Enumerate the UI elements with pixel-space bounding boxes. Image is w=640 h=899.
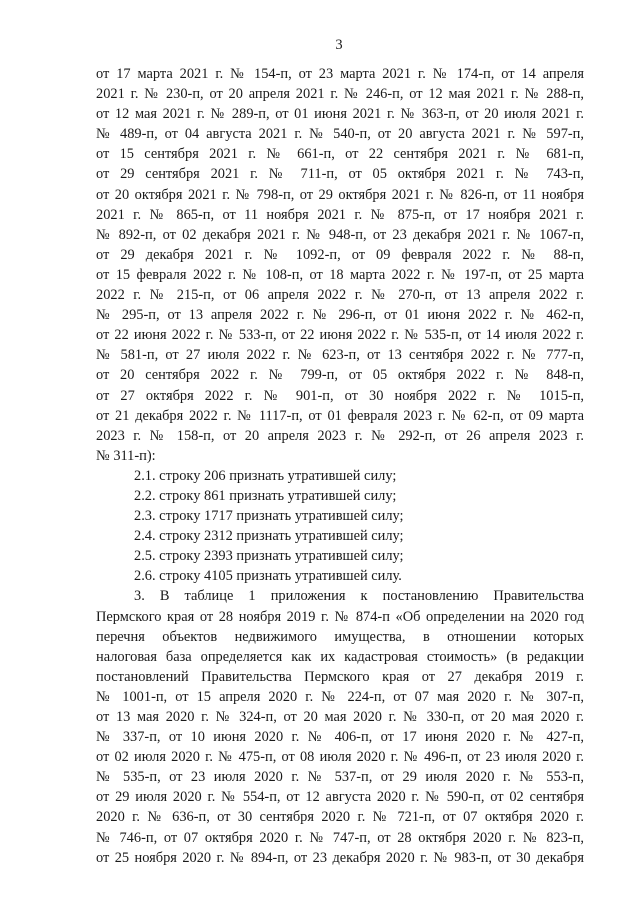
text-line: № 581-п, от 27 июля 2022 г. № 623-п, от 13 сентября 2022 г. № 777-п, [96,347,584,364]
text-line: от 17 марта 2021 г. № 154-п, от 23 марта 2021 г. № 174-п, от 14 апреля [96,66,584,82]
text-line: 2020 г. № 636-п, от 30 сентября 2020 г. № 721-п, от 07 октября 2020 г. [96,809,584,826]
text-line: от 13 мая 2020 г. № 324-п, от 20 мая 2020 г. № 330-п, от 20 мая 2020 г. [96,709,584,725]
text-line: от 27 октября 2022 г. № 901-п, от 30 ноября 2022 г. № 1015-п, [96,387,584,404]
text-line: от 29 июля 2020 г. № 554-п, от 12 августа 2020 г. № 590-п, от 02 сентября [96,789,584,806]
text-line: № 489-п, от 04 августа 2021 г. № 540-п, от 20 августа 2021 г. № 597-п, [96,126,584,143]
text-line: Пермского края от 28 ноября 2019 г. № 874-п «Об определении на 2020 год [96,608,584,625]
list-item: 2.1. строку 206 признать утратившей силу; [134,467,397,484]
text-line: от 02 июля 2020 г. № 475-п, от 08 июля 2020 г. № 496-п, от 23 июля 2020 г. [96,749,584,766]
document-body-text [96,64,584,868]
text-line: постановлений Правительства Пермского края от 27 декабря 2019 г. [96,668,584,685]
text-line: от 15 сентября 2021 г. № 661-п, от 22 сентября 2021 г. № 681-п, [96,146,584,163]
text-line: № 746-п, от 07 октября 2020 г. № 747-п, от 28 октября 2020 г. № 823-п, [96,829,584,846]
list-item: 2.5. строку 2393 признать утратившей силу; [134,548,404,565]
text-line: от 20 сентября 2022 г. № 799-п, от 05 октября 2022 г. № 848-п, [96,367,584,384]
text-line: от 12 мая 2021 г. № 289-п, от 01 июня 2021 г. № 363-п, от 20 июля 2021 г. [96,106,584,123]
list-item: 2.2. строку 861 признать утратившей силу; [134,487,397,504]
text-line: 2021 г. № 865-п, от 11 ноября 2021 г. № 875-п, от 17 ноября 2021 г. [96,206,584,223]
text-line: от 15 февраля 2022 г. № 108-п, от 18 марта 2022 г. № 197-п, от 25 марта [96,266,584,283]
text-line: от 29 сентября 2021 г. № 711-п, от 05 октября 2021 г. № 743-п, [96,166,584,183]
text-line: № 337-п, от 10 июня 2020 г. № 406-п, от 17 июня 2020 г. № 427-п, [96,729,584,746]
text-line: № 295-п, от 13 апреля 2022 г. № 296-п, от 01 июня 2022 г. № 462-п, [96,307,584,324]
text-line: 2021 г. № 230-п, от 20 апреля 2021 г. № 246-п, от 12 мая 2021 г. № 288-п, [96,86,584,103]
page-number: 3 [335,37,343,53]
text-line: от 25 ноября 2020 г. № 894-п, от 23 декабря 2020 г. № 983-п, от 30 декабря [96,849,584,866]
text-line: 2023 г. № 158-п, от 20 апреля 2023 г. № 292-п, от 26 апреля 2023 г. [96,427,584,444]
text-line: 2022 г. № 215-п, от 06 апреля 2022 г. № 270-п, от 13 апреля 2022 г. [96,287,584,304]
paragraph-start-line: 3. В таблице 1 приложения к постановлению Правительства [134,588,584,605]
text-line: от 20 октября 2021 г. № 798-п, от 29 октября 2021 г. № 826-п, от 11 ноября [96,186,584,203]
text-line: от 29 декабря 2021 г. № 1092-п, от 09 февраля 2022 г. № 88-п, [96,246,584,263]
list-item: 2.6. строку 4105 признать утратившей силу. [134,568,402,585]
text-line: № 1001-п, от 15 апреля 2020 г. № 224-п, от 07 мая 2020 г. № 307-п, [96,688,584,705]
text-line: от 21 декабря 2022 г. № 1117-п, от 01 февраля 2023 г. № 62-п, от 09 марта [96,407,584,424]
text-line: № 892-п, от 02 декабря 2021 г. № 948-п, от 23 декабря 2021 г. № 1067-п, [96,226,584,243]
text-line: № 311-п): [96,447,156,464]
list-item: 2.4. строку 2312 признать утратившей силу; [134,528,404,545]
list-item: 2.3. строку 1717 признать утратившей силу; [134,508,404,525]
text-line: № 535-п, от 23 июля 2020 г. № 537-п, от 29 июля 2020 г. № 553-п, [96,769,584,786]
text-line: налоговая база определяется как их кадастровая стоимость» (в редакции [96,648,584,665]
text-line: перечня объектов недвижимого имущества, в отношении которых [96,628,584,645]
text-line: от 22 июня 2022 г. № 533-п, от 22 июня 2022 г. № 535-п, от 14 июля 2022 г. [96,327,584,344]
